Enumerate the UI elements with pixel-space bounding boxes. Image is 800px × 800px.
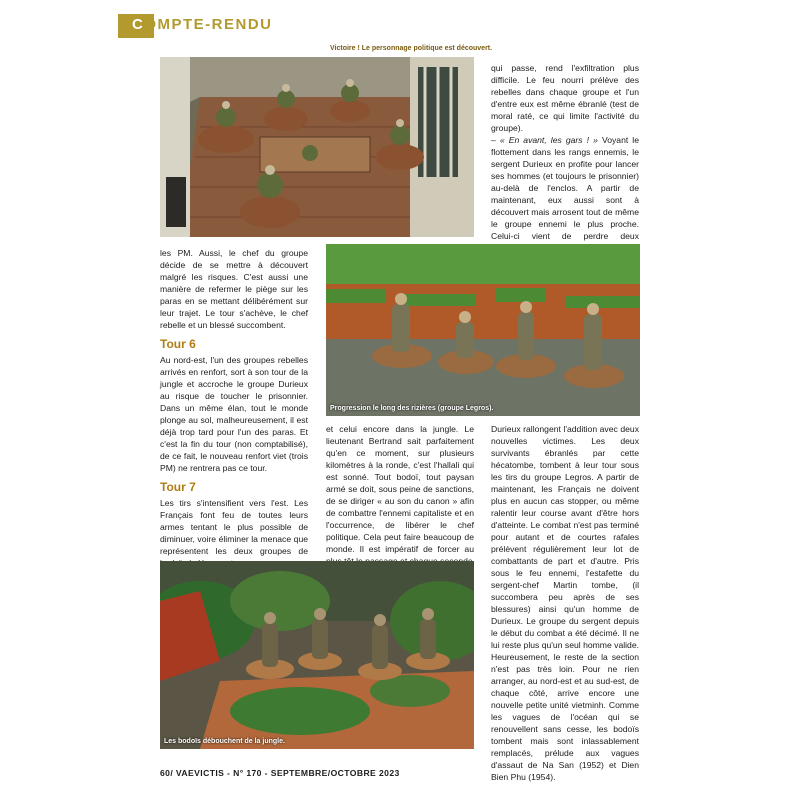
photo-caption-bottom: Les bodoïs débouchent de la jungle. [164,738,285,745]
photo-rice-fields [326,244,640,416]
text-column-right-bottom: Durieux rallongent l'addition avec deux nouvelles victimes. Les deux survivants ébranlés par cette hécatombe, tombent à leur tour sous les tirs du groupe Legros. A partir de maintenant, les Français ne doivent plus en aucun cas stopper, ou même ralentir leur course avant d'être hors d'atteinte. Le combat n'est pas terminé pour autant et de courtes rafales prélèvent régulièrement leur lot de combattants de part et d'autre. Pris sous le feu ennemi, l'estafette du sergent-chef Martin tombe, (il succombera peu après de ses blessures) ainsi qu'un homme de Durieux. Le groupe du sergent depuis le début du combat a été décimé. Il ne lui reste plus qu'un seul homme valide. Heureusement, le reste de la section n'est pas très loin. Pour ne rien arranger, au nord-est et au sud-est, de chaque côté, arrive encore une nouvelle petite unité vietminh. Comme les vagues de l'océan qui se renouvellent sans cesse, les bodoïs tombent mais sont inlassablement remplacés, prélude aux vagues d'assaut de Na San (1952) et Dien Bien Phu (1954). [491,424,639,782]
photo-jungle [160,561,474,749]
tour-6-heading: Tour 6 [160,337,196,351]
text-column-left-middle: les PM. Aussi, le chef du groupe décide de se mettre à découvert malgré les risques. C'est aussi une manière de refermer le piège sur les paras en se mettant délibérément sur leur trajet. Le tour s'achève, le chef rebelle et un blessé succombent. Tour 6 Au nord-est, l'un des groupes rebelles arrivés en renfort, sort à son tour de la jungle et accroche le groupe Durieux au risque de toucher le prisonnier. Dans un même élan, tout le monde plonge au sol, malheureusement, il est déjà trop tard pour l'un des paras. Et c'est la fin du tour (non comptabilisé), de ce fait, le nouveau renfort viet (trois PM) ne rentrera pas ce tour. Tour 7 Les tirs s'intensifient vers l'est. Les Français font feu de toutes leurs armes tentant le plus possible de diminuer, voire éliminer la menace que représentent les deux groupes de [160,248,308,556]
section-title: COMPTE-RENDU [132,16,273,33]
photo-caption-middle: Progression le long des rizières (groupe Legros). [330,405,494,412]
tour-7-heading: Tour 7 [160,480,196,494]
photo-courtyard [160,57,474,237]
photo-caption-top: Victoire ! Le personnage politique est découvert. [330,45,493,52]
text-column-middle: et celui encore dans la jungle. Le lieutenant Bertrand sait parfaitement qu'en ce moment, sur plusieurs kilomètres à la ronde, c'est l'hallali qui est sonné. Tout bodoï, tout paysan armé se doit, sous peine de sanctions, de se diriger « au son du canon » afin de combattre l'ennemi capitaliste et en l'occurrence, de libérer le chef politique. Cela peut faire beaucoup de monde. Il est impératif de forcer au [326,424,474,554]
text-column-right-top: qui passe, rend l'exfiltration plus difficile. Le feu nourri prélève des rebelles dans chaque groupe et l'un d'entre eux est même ébranlé (test de moral raté, ce qui limite l'activité du groupe). – « En avant, les gars ! » Voyant le flottement dans les rangs ennemis, le sergent Durieux en profite pour lancer ses hommes (et toujours le prisonnier) au-delà de l'enclos. A partir de maintenant, eux aussi sont à découvert mais arrosent tout de même le groupe ennemi le plus proche. Celui-ci vient de perdre deux [491,63,639,241]
page-footer: 60/ VAEVICTIS - N° 170 - SEPTEMBRE/OCTOBRE 2023 [160,768,400,778]
